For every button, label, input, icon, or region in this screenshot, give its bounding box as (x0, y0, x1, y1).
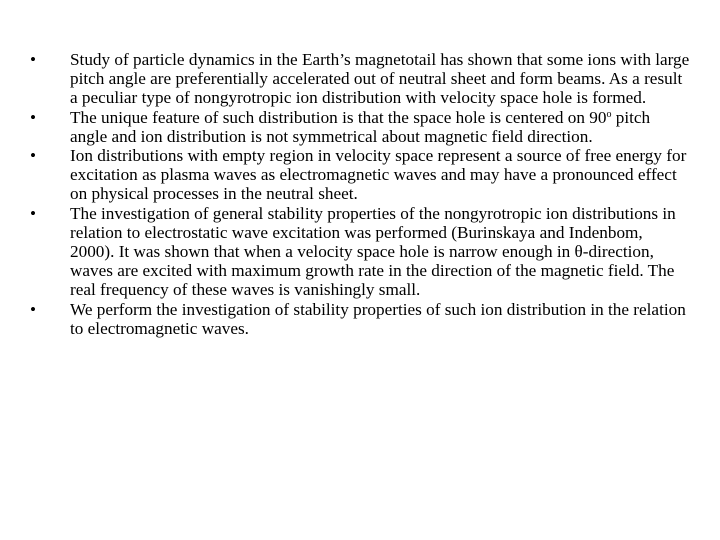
bullet-marker: • (30, 50, 37, 69)
bullet-text: We perform the investigation of stability properties of such ion distribution in the relation to electromagnetic waves. (70, 299, 686, 338)
bullet-text: The investigation of general stability properties of the nongyrotropic ion distributions in relation to electrostatic wave excitation was performed (Burinskaya and Indenbom, 2000). It was shown that when a velocity space hole is narrow enough in θ-direction, waves are excited with maximum growth rate in the direction of the magnetic field. The real frequency of these waves is vanishingly small. (70, 203, 676, 300)
bullet-marker: • (30, 107, 37, 127)
bullet-marker: • (30, 146, 37, 166)
bullet-text: Ion distributions with empty region in velocity space represent a source of free energy for excitation as plasma waves as electromagnetic waves and may have a pronounced effect on physical processes in the neutral sheet. (70, 146, 687, 204)
bullet-item-5 (30, 300, 690, 338)
bullet-marker: • (30, 299, 37, 319)
bullet-text-part: The unique feature of such distribution is that the space hole is centered on 90 (70, 107, 607, 127)
degree-superscript: o (606, 108, 612, 120)
bullet-item-2 (30, 108, 690, 146)
bullet-item-1 (30, 50, 690, 108)
bullet-text (70, 108, 690, 146)
bullet-item-3 (30, 146, 690, 204)
bullet-marker: • (30, 203, 37, 223)
bullet-item-4 (30, 204, 690, 300)
bullet-list (30, 50, 690, 338)
bullet-text: Study of particle dynamics in the Earth’s magnetotail has shown that some ions with large pitch angle are preferentially accelerated out of neutral sheet and form beams. As a result a peculiar type of nongyrotropic ion distribution with velocity space hole is formed. (70, 50, 690, 108)
bullet-text-part: pitch angle and ion distribution is not symmetrical about magnetic field direction. (70, 107, 651, 146)
